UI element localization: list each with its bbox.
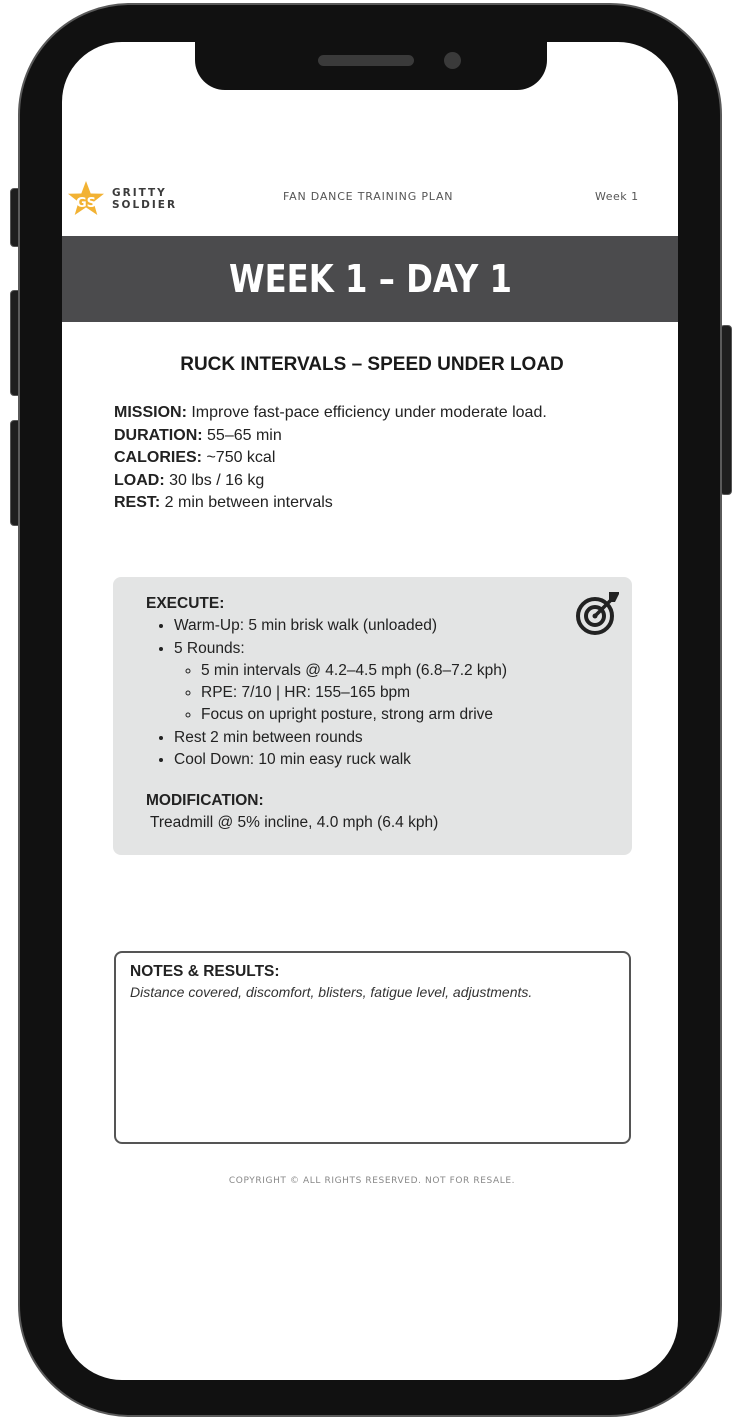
speaker-grille bbox=[318, 55, 414, 66]
execute-item: • Rest 2 min between rounds bbox=[174, 727, 507, 749]
mission-label: MISSION: bbox=[114, 404, 187, 421]
day-banner bbox=[62, 236, 678, 322]
execute-item: • Cool Down: 10 min easy ruck walk bbox=[174, 749, 507, 771]
rounds-sub-item: ◦ RPE: 7/10 | HR: 155–165 bpm bbox=[201, 682, 507, 704]
logo-line-2: SOLDIER bbox=[112, 199, 178, 211]
calories-label: CALORIES: bbox=[114, 449, 202, 466]
banner-title: WEEK 1 – DAY 1 bbox=[228, 257, 512, 301]
modification-heading: MODIFICATION: bbox=[146, 792, 264, 809]
rest-label: REST: bbox=[114, 494, 161, 511]
calories-row bbox=[114, 447, 547, 470]
duration-row bbox=[114, 425, 547, 448]
front-camera bbox=[444, 52, 461, 69]
rest-row bbox=[114, 492, 547, 515]
modification-text: Treadmill @ 5% incline, 4.0 mph (6.4 kph) bbox=[150, 814, 439, 831]
week-label: Week 1 bbox=[595, 190, 639, 203]
notes-box[interactable] bbox=[114, 951, 631, 1144]
rest-value: 2 min between intervals bbox=[160, 494, 333, 511]
mission-value: Improve fast-pace efficiency under moderate load. bbox=[186, 404, 547, 421]
execute-item: • Warm-Up: 5 min brisk walk (unloaded) bbox=[174, 615, 507, 637]
execute-list bbox=[146, 615, 507, 771]
execute-item-label: 5 Rounds: bbox=[174, 639, 245, 657]
gritty-soldier-logo bbox=[66, 180, 177, 218]
notes-prompt: Distance covered, discomfort, blisters, fatigue level, adjustments. bbox=[130, 984, 533, 1000]
mission-row bbox=[114, 402, 547, 425]
calories-value: ~750 kcal bbox=[202, 449, 276, 466]
duration-value: 55–65 min bbox=[202, 426, 282, 444]
modification-block bbox=[146, 790, 438, 834]
execute-content bbox=[146, 593, 507, 771]
load-value: 30 lbs / 16 kg bbox=[164, 471, 265, 489]
load-label: LOAD: bbox=[114, 471, 165, 489]
workout-info bbox=[114, 402, 547, 515]
execute-item-rounds bbox=[174, 638, 507, 727]
svg-text:GS: GS bbox=[75, 196, 97, 211]
execute-heading: EXECUTE: bbox=[146, 595, 225, 612]
rounds-sublist bbox=[174, 660, 507, 727]
notes-heading: NOTES & RESULTS: bbox=[130, 963, 280, 980]
copyright-footer: COPYRIGHT © ALL RIGHTS RESERVED. NOT FOR RESALE. bbox=[228, 1176, 516, 1186]
logo-line-1: GRITTY bbox=[112, 187, 167, 199]
workout-title: RUCK INTERVALS – SPEED UNDER LOAD bbox=[180, 354, 564, 375]
plan-title: FAN DANCE TRAINING PLAN bbox=[283, 190, 454, 203]
load-row bbox=[114, 470, 547, 493]
star-logo-icon bbox=[66, 180, 106, 218]
target-icon bbox=[575, 590, 621, 641]
rounds-sub-item: ◦ Focus on upright posture, strong arm drive bbox=[201, 704, 507, 726]
rounds-sub-item: ◦ 5 min intervals @ 4.2–4.5 mph (6.8–7.2 kph) bbox=[201, 660, 507, 682]
duration-label: DURATION: bbox=[114, 426, 203, 444]
